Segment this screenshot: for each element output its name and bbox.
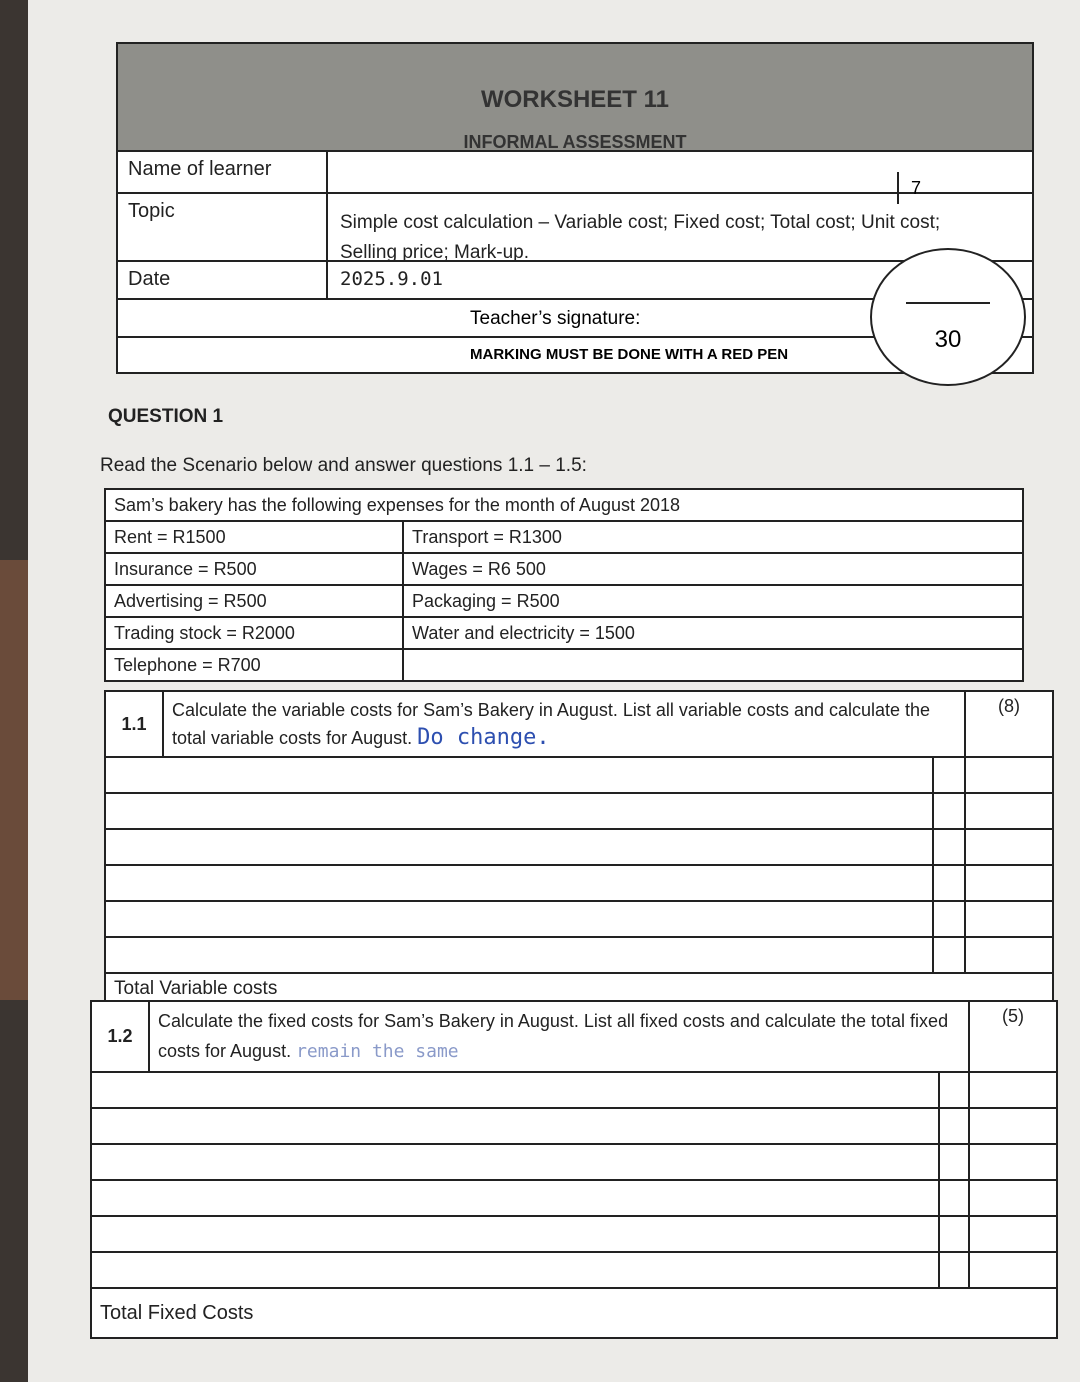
topic-label: Topic [118, 194, 328, 260]
answer-cell[interactable] [965, 829, 1053, 865]
date-value: 2025.9.01 [340, 268, 443, 290]
table-row [105, 585, 1023, 617]
answer-cell[interactable] [933, 793, 965, 829]
answer-cell[interactable] [969, 1072, 1057, 1108]
answer-cell[interactable] [939, 1180, 969, 1216]
question-heading: QUESTION 1 [108, 406, 224, 427]
table-row [105, 521, 1023, 553]
question-1-1-table [104, 690, 1054, 1006]
name-row [118, 152, 1032, 194]
answer-cell[interactable] [933, 901, 965, 937]
answer-cell[interactable] [91, 1180, 939, 1216]
answer-cell[interactable] [939, 1144, 969, 1180]
table-row [105, 617, 1023, 649]
question-row [91, 1001, 1057, 1072]
question-text-cell [163, 691, 965, 757]
answer-row [91, 1144, 1057, 1180]
answer-row [91, 1252, 1057, 1288]
answer-cell[interactable] [965, 937, 1053, 973]
total-fixed-label: Total Fixed Costs [91, 1288, 1057, 1338]
expense-cell: Trading stock = R2000 [105, 617, 403, 649]
expense-cell [403, 649, 1023, 681]
question-text-cell [149, 1001, 969, 1072]
question-marks: (5) [969, 1001, 1057, 1072]
answer-row [91, 1216, 1057, 1252]
table-row [105, 649, 1023, 681]
expense-cell: Telephone = R700 [105, 649, 403, 681]
answer-cell[interactable] [105, 937, 933, 973]
answer-row [105, 937, 1053, 973]
answer-cell[interactable] [969, 1216, 1057, 1252]
answer-cell[interactable] [91, 1216, 939, 1252]
question-text: Calculate the variable costs for Sam’s Bakery in August. List all variable costs and calculate the total variable costs for August. [172, 700, 931, 748]
handwritten-note: remain the same [296, 1041, 459, 1062]
scenario-title-row [105, 489, 1023, 521]
answer-cell[interactable] [939, 1108, 969, 1144]
question-text: Calculate the fixed costs for Sam’s Bakery in August. List all fixed costs and calculate the total fixed costs for August. [158, 1011, 949, 1061]
handwritten-note: Do change. [417, 725, 550, 750]
question-number: 1.2 [91, 1001, 149, 1072]
assessment-subtitle: INFORMAL ASSESSMENT [463, 132, 687, 152]
answer-cell[interactable] [969, 1252, 1057, 1288]
answer-cell[interactable] [105, 901, 933, 937]
answer-cell[interactable] [969, 1144, 1057, 1180]
answer-cell[interactable] [969, 1108, 1057, 1144]
answer-cell[interactable] [933, 757, 965, 793]
header-band [118, 44, 1032, 152]
marking-note: MARKING MUST BE DONE WITH A RED PEN [470, 346, 789, 363]
expense-cell: Insurance = R500 [105, 553, 403, 585]
answer-cell[interactable] [969, 1180, 1057, 1216]
answer-cell[interactable] [965, 793, 1053, 829]
answer-cell[interactable] [933, 829, 965, 865]
answer-cell[interactable] [939, 1216, 969, 1252]
answer-row [105, 793, 1053, 829]
marks-circle [870, 248, 1026, 386]
signature-label: Teacher’s signature: [470, 308, 641, 329]
answer-cell[interactable] [91, 1144, 939, 1180]
answer-cell[interactable] [965, 757, 1053, 793]
worksheet-title: WORKSHEET 11 [480, 86, 670, 113]
answer-cell[interactable] [105, 865, 933, 901]
answer-cell[interactable] [965, 901, 1053, 937]
answer-row [91, 1108, 1057, 1144]
total-row [91, 1288, 1057, 1338]
expense-cell: Rent = R1500 [105, 521, 403, 553]
topic-value: Simple cost calculation – Variable cost; Fixed cost; Total cost; Unit cost; Selling price; Mark-up. [340, 212, 941, 263]
expense-cell: Wages = R6 500 [403, 553, 1023, 585]
answer-cell[interactable] [91, 1252, 939, 1288]
answer-row [105, 757, 1053, 793]
question-row [105, 691, 1053, 757]
table-row [105, 553, 1023, 585]
answer-cell[interactable] [105, 793, 933, 829]
answer-row [91, 1072, 1057, 1108]
date-label: Date [118, 262, 328, 298]
answer-cell[interactable] [933, 937, 965, 973]
topic-row [118, 194, 1032, 262]
question-1-2-table [90, 1000, 1058, 1339]
expense-cell: Transport = R1300 [403, 521, 1023, 553]
question-number: 1.1 [105, 691, 163, 757]
name-label: Name of learner [118, 152, 328, 192]
score-box [897, 172, 1031, 204]
answer-cell[interactable] [933, 865, 965, 901]
expense-cell: Advertising = R500 [105, 585, 403, 617]
answer-cell[interactable] [965, 865, 1053, 901]
answer-cell[interactable] [91, 1072, 939, 1108]
answer-cell[interactable] [105, 757, 933, 793]
marks-line [906, 302, 990, 304]
score-value: 7 [911, 178, 922, 198]
answer-row [91, 1180, 1057, 1216]
question-marks: (8) [965, 691, 1053, 757]
question-instruction: Read the Scenario below and answer questions 1.1 – 1.5: [100, 455, 587, 476]
answer-row [105, 865, 1053, 901]
total-variable-label: Total Variable costs [105, 973, 1053, 1005]
total-marks: 30 [934, 326, 962, 353]
answer-cell[interactable] [939, 1072, 969, 1108]
scenario-table [104, 488, 1024, 682]
answer-row [105, 901, 1053, 937]
answer-row [105, 829, 1053, 865]
answer-cell[interactable] [105, 829, 933, 865]
expense-cell: Water and electricity = 1500 [403, 617, 1023, 649]
answer-cell[interactable] [91, 1108, 939, 1144]
answer-cell[interactable] [939, 1252, 969, 1288]
expense-cell: Packaging = R500 [403, 585, 1023, 617]
scenario-title: Sam’s bakery has the following expenses for the month of August 2018 [105, 489, 1023, 521]
